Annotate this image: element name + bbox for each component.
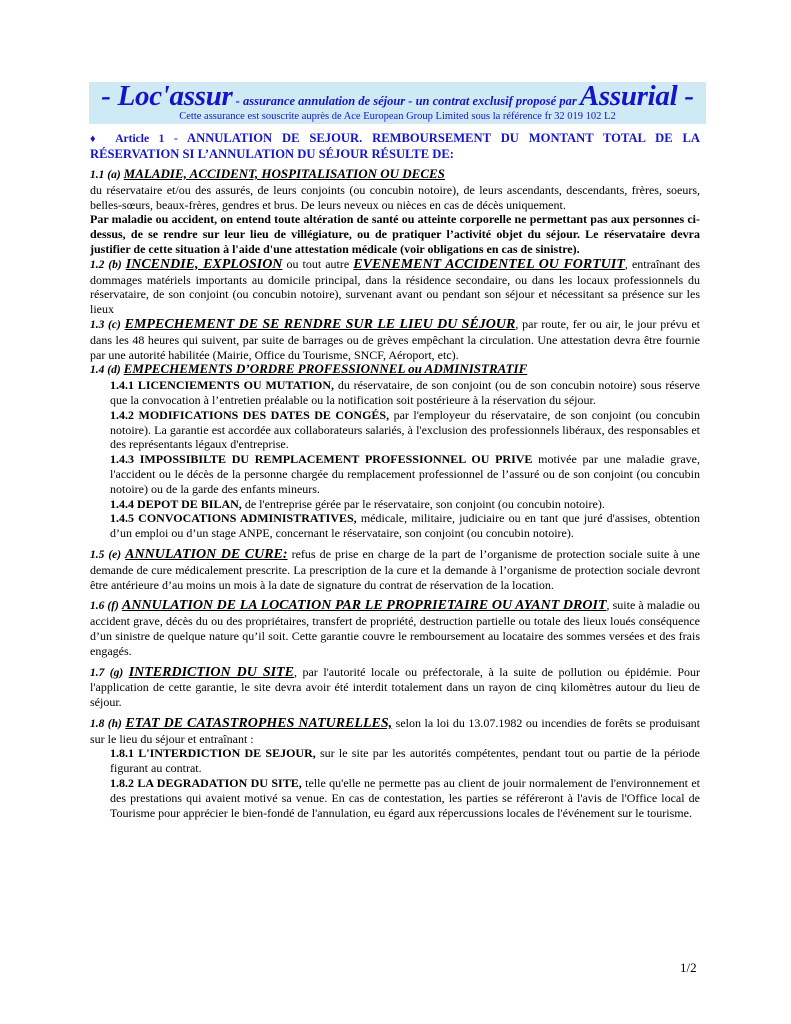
section-number: 1.6 (f) xyxy=(90,600,119,613)
subsection-text: par l'employeur du réservataire, de son conjoint (ou concubin notoire). La garantie est accordée aux collaborateurs salariés, à l'exclusion des professionnels libéraux, des responsables et des représentants légaux d'entreprise. xyxy=(110,407,700,452)
section-number: 1.5 (e) xyxy=(90,548,122,561)
section-number: 1.4 (d) xyxy=(90,364,121,377)
section-heading: ETAT DE CATASTROPHES NATURELLES, xyxy=(125,715,393,731)
brand-name: - Loc'assur xyxy=(101,80,233,112)
subsection-heading: 1.4.5 CONVOCATIONS ADMINISTRATIVES, xyxy=(110,511,357,526)
article-title: ANNULATION DE SEJOUR. REMBOURSEMENT DU MONTANT TOTAL DE LA RÉSERVATION SI L’ANNULATION DU SÉJOUR RÉSULTE DE: xyxy=(90,131,700,161)
page-number: 1/2 xyxy=(680,960,697,975)
section-1-4-items xyxy=(90,378,700,541)
subsection-text: motivée par une maladie grave, l'accident ou le décès de la personne chargée du remplacement professionnel de l’assuré ou de son conjoint (ou concubin notoire) ou de la garde des enfants mineurs. xyxy=(110,452,700,496)
subsection-item xyxy=(110,408,700,452)
section-1-6 xyxy=(90,598,700,658)
section-1-2 xyxy=(90,257,700,317)
section-number: 1.2 (b) xyxy=(90,258,122,271)
section-text: , par l'autorité locale ou préfectorale, à la suite de pollution ou épidémie. Pour l'application de cette garantie, le site devra avoir été interdit totalement dans un rayon de cinq kilomètres autour du lieu de séjour. xyxy=(90,664,700,710)
section-heading-2: EVENEMENT ACCIDENTEL OU FORTUIT xyxy=(353,256,625,272)
section-heading: INCENDIE, EXPLOSION xyxy=(125,256,283,272)
section-1-8-items xyxy=(90,746,700,820)
subsection-text: sur le site par les autorités compétentes, pendant tout ou partie de la période figurant au contrat. xyxy=(110,746,700,776)
subsection-heading: 1.8.2 LA DEGRADATION DU SITE, xyxy=(110,776,302,791)
subsection-item xyxy=(110,511,700,541)
insurer-reference: Cette assurance est souscrite auprès de Ace European Group Limited sous la référence fr 32 019 102 L2 xyxy=(179,111,616,122)
subsection-heading: 1.4.2 MODIFICATIONS DES DATES DE CONGÉS, xyxy=(110,407,390,422)
subsection-text: médicale, militaire, judiciaire ou en tant que juré d'assises, obtention d’un emploi ou d’un stage ANPE, concernant le réservataire, son conjoint (ou concubin notoire). xyxy=(110,511,700,541)
subsection-heading: 1.4.3 IMPOSSIBILTE DU REMPLACEMENT PROFESSIONNEL OU PRIVE xyxy=(110,452,533,467)
section-connector: ou tout autre xyxy=(282,256,354,271)
diamond-bullet-icon: ♦ xyxy=(90,133,103,145)
subsection-text: de l'entreprise gérée par le réservataire, son conjoint (ou concubin notoire). xyxy=(241,496,605,511)
section-1-1-definition: Par maladie ou accident, on entend toute altération de santé ou atteinte corporelle ne permettant pas aux personnes ci-dessus, de se rendre sur leur lieu de villégiature, ou de pratiquer l’activité objet du séjour. Le réservataire devra justifier de cette situation à l'aide d'une attestation médicale (voir obligations en cas de sinistre). xyxy=(90,212,700,256)
subsection-item xyxy=(110,746,700,776)
section-heading: EMPECHEMENTS D’ORDRE PROFESSIONNEL ou ADMINISTRATIF xyxy=(123,361,528,377)
subsection-text: du réservataire, de son conjoint (ou de son concubin notoire) sous réserve que la convocation à l’entretien préalable ou la notification soit postérieure à la réservation du séjour. xyxy=(110,378,700,407)
section-text: du réservataire et/ou des assurés, de leurs conjoints (ou concubin notoire), de leurs ascendants, descendants, frères, soeurs, belles-sœurs, beaux-frères, gendres et brus. De leurs neveux ou nièces en cas de décès uniquement. xyxy=(90,182,700,212)
section-heading: INTERDICTION DU SITE xyxy=(128,664,294,680)
section-number: 1.7 (g) xyxy=(90,666,124,679)
subsection-item xyxy=(110,378,700,408)
section-1-4 xyxy=(90,362,700,378)
section-text: , par route, fer ou air, le jour prévu et dans les 48 heures qui suivent, par suite de barrages ou de grèves empêchant la circulation. Une attestation devra être fournie par une autorité habilitée (Mairie, Office du Tourisme, SNCF, Aéroport, etc). xyxy=(90,316,701,362)
title-tagline: - assurance annulation de séjour - un contrat exclusif proposé par xyxy=(232,94,580,108)
section-1-1 xyxy=(90,167,700,212)
section-1-7 xyxy=(90,665,700,710)
subsection-item xyxy=(110,776,700,820)
section-text: refus de prise en charge de la part de l’organisme de protection sociale suite à une demande de cure médicalement prescrite. La prescription de la cure et la demande à l’organisme de protection sociale devront être antérieure d’au moins un mois à la date de signature du contrat de réservation de la location. xyxy=(90,546,701,592)
subsection-item xyxy=(110,452,700,496)
section-number: 1.1 (a) xyxy=(90,169,121,181)
subsection-text: telle qu'elle ne permette pas au client de jouir normalement de l'environnement et des prestations qui avaient motivé sa venue. En cas de contestation, les parties se référeront à l'avis de l'Office local de Tourisme pour apprécier le bien-fondé de l'annulation, eu égard aux répercussions locales de l'événement sur le tourisme. xyxy=(110,776,700,820)
subsection-heading: 1.4.4 DEPOT DE BILAN, xyxy=(110,496,242,511)
section-heading: ANNULATION DE LA LOCATION PAR LE PROPRIETAIRE OU AYANT DROIT xyxy=(122,598,607,614)
section-heading: ANNULATION DE CURE: xyxy=(125,546,288,562)
section-text: , entraînant des dommages matériels importants au domicile principal, dans la résidence secondaire, ou dans les locaux professionnels du réservataire, de son conjoint (ou concubin notoire), survenant avant ou pendant son séjour et nécessitant sa présence sur les lieux xyxy=(90,256,700,317)
subsection-heading: 1.4.1 LICENCIEMENTS OU MUTATION, xyxy=(110,378,335,393)
section-number: 1.3 (c) xyxy=(90,318,121,331)
section-number: 1.8 (h) xyxy=(90,717,122,730)
section-heading: MALADIE, ACCIDENT, HOSPITALISATION OU DECES xyxy=(123,166,445,181)
article-label: Article 1 - xyxy=(115,133,178,145)
section-1-5 xyxy=(90,547,700,592)
subsection-heading: 1.8.1 L'INTERDICTION DE SEJOUR, xyxy=(110,746,316,761)
section-text: , suite à maladie ou accident grave, décès du ou des propriétaires, transfert de propriété, destruction partielle ou totale des lieux loués conséquence d’un sinistre de quelque nature qu’il soit. Cette garantie couvre le remboursement au locataire des sommes versées et des frais engagés. xyxy=(90,598,700,658)
article-heading xyxy=(90,131,700,162)
partner-name: Assurial - xyxy=(579,80,694,112)
subsection-item xyxy=(110,497,700,512)
section-heading: EMPECHEMENT DE SE RENDRE SUR LE LIEU DU SÉJOUR xyxy=(124,316,516,332)
section-text: selon la loi du 13.07.1982 ou incendies de forêts se produisant sur le lieu du séjour et entraînant : xyxy=(90,715,701,746)
section-1-8 xyxy=(90,716,700,747)
document-body xyxy=(90,131,700,820)
section-1-3 xyxy=(90,317,700,362)
document-title xyxy=(89,80,706,113)
